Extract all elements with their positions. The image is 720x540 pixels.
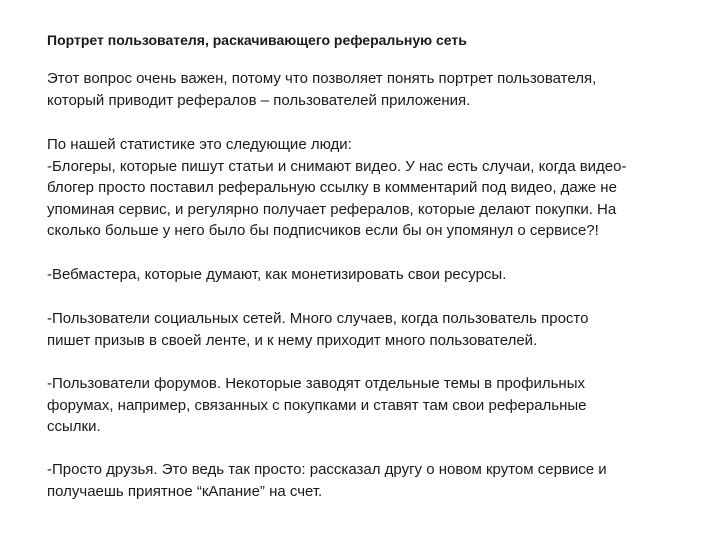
text-line: Этот вопрос очень важен, потому что позволяет понять портрет пользователя, xyxy=(47,70,597,87)
text-line: -Пользователи социальных сетей. Много случаев, когда пользователь просто xyxy=(47,310,589,327)
slide-title: Портрет пользователя, раскачивающего реферальную сеть xyxy=(47,32,467,48)
text-line: -Вебмастера, которые думают, как монетизировать свои ресурсы. xyxy=(47,266,507,283)
text-line: -Просто друзья. Это ведь так просто: рассказал другу о новом крутом сервисе и xyxy=(47,461,607,478)
text-line: который приводит рефералов – пользователей приложения. xyxy=(47,91,471,109)
text-line: -Пользователи форумов. Некоторые заводят отдельные темы в профильных xyxy=(47,375,585,392)
paragraph-friends xyxy=(47,459,687,502)
text-line: ссылки. xyxy=(47,418,101,435)
text-line: блогер просто поставил реферальную ссылку в комментарий под видео, даже не xyxy=(47,179,617,196)
paragraph-intro xyxy=(47,68,687,111)
text-line: По нашей статистике это следующие люди: xyxy=(47,136,352,153)
text-line: упоминая сервис, и регулярно получает рефералов, которые делают покупки. На xyxy=(47,200,617,218)
paragraph-statistics xyxy=(47,134,687,242)
paragraph-social-networks xyxy=(47,308,687,351)
text-line: пишет призыв в своей ленте, и к нему приходит много пользователей. xyxy=(47,331,538,349)
text-line: форумах, например, связанных с покупками и ставят там свои реферальные xyxy=(47,396,587,414)
slide xyxy=(47,0,687,540)
text-line: получаешь приятное “кАпание” на счет. xyxy=(47,482,323,500)
paragraph-forums xyxy=(47,373,687,438)
paragraph-webmasters xyxy=(47,264,687,286)
text-line: сколько больше у него было бы подписчиков если бы он упомянул о сервисе?! xyxy=(47,222,599,239)
text-line: -Блогеры, которые пишут статьи и снимают видео. У нас есть случаи, когда видео- xyxy=(47,157,627,175)
